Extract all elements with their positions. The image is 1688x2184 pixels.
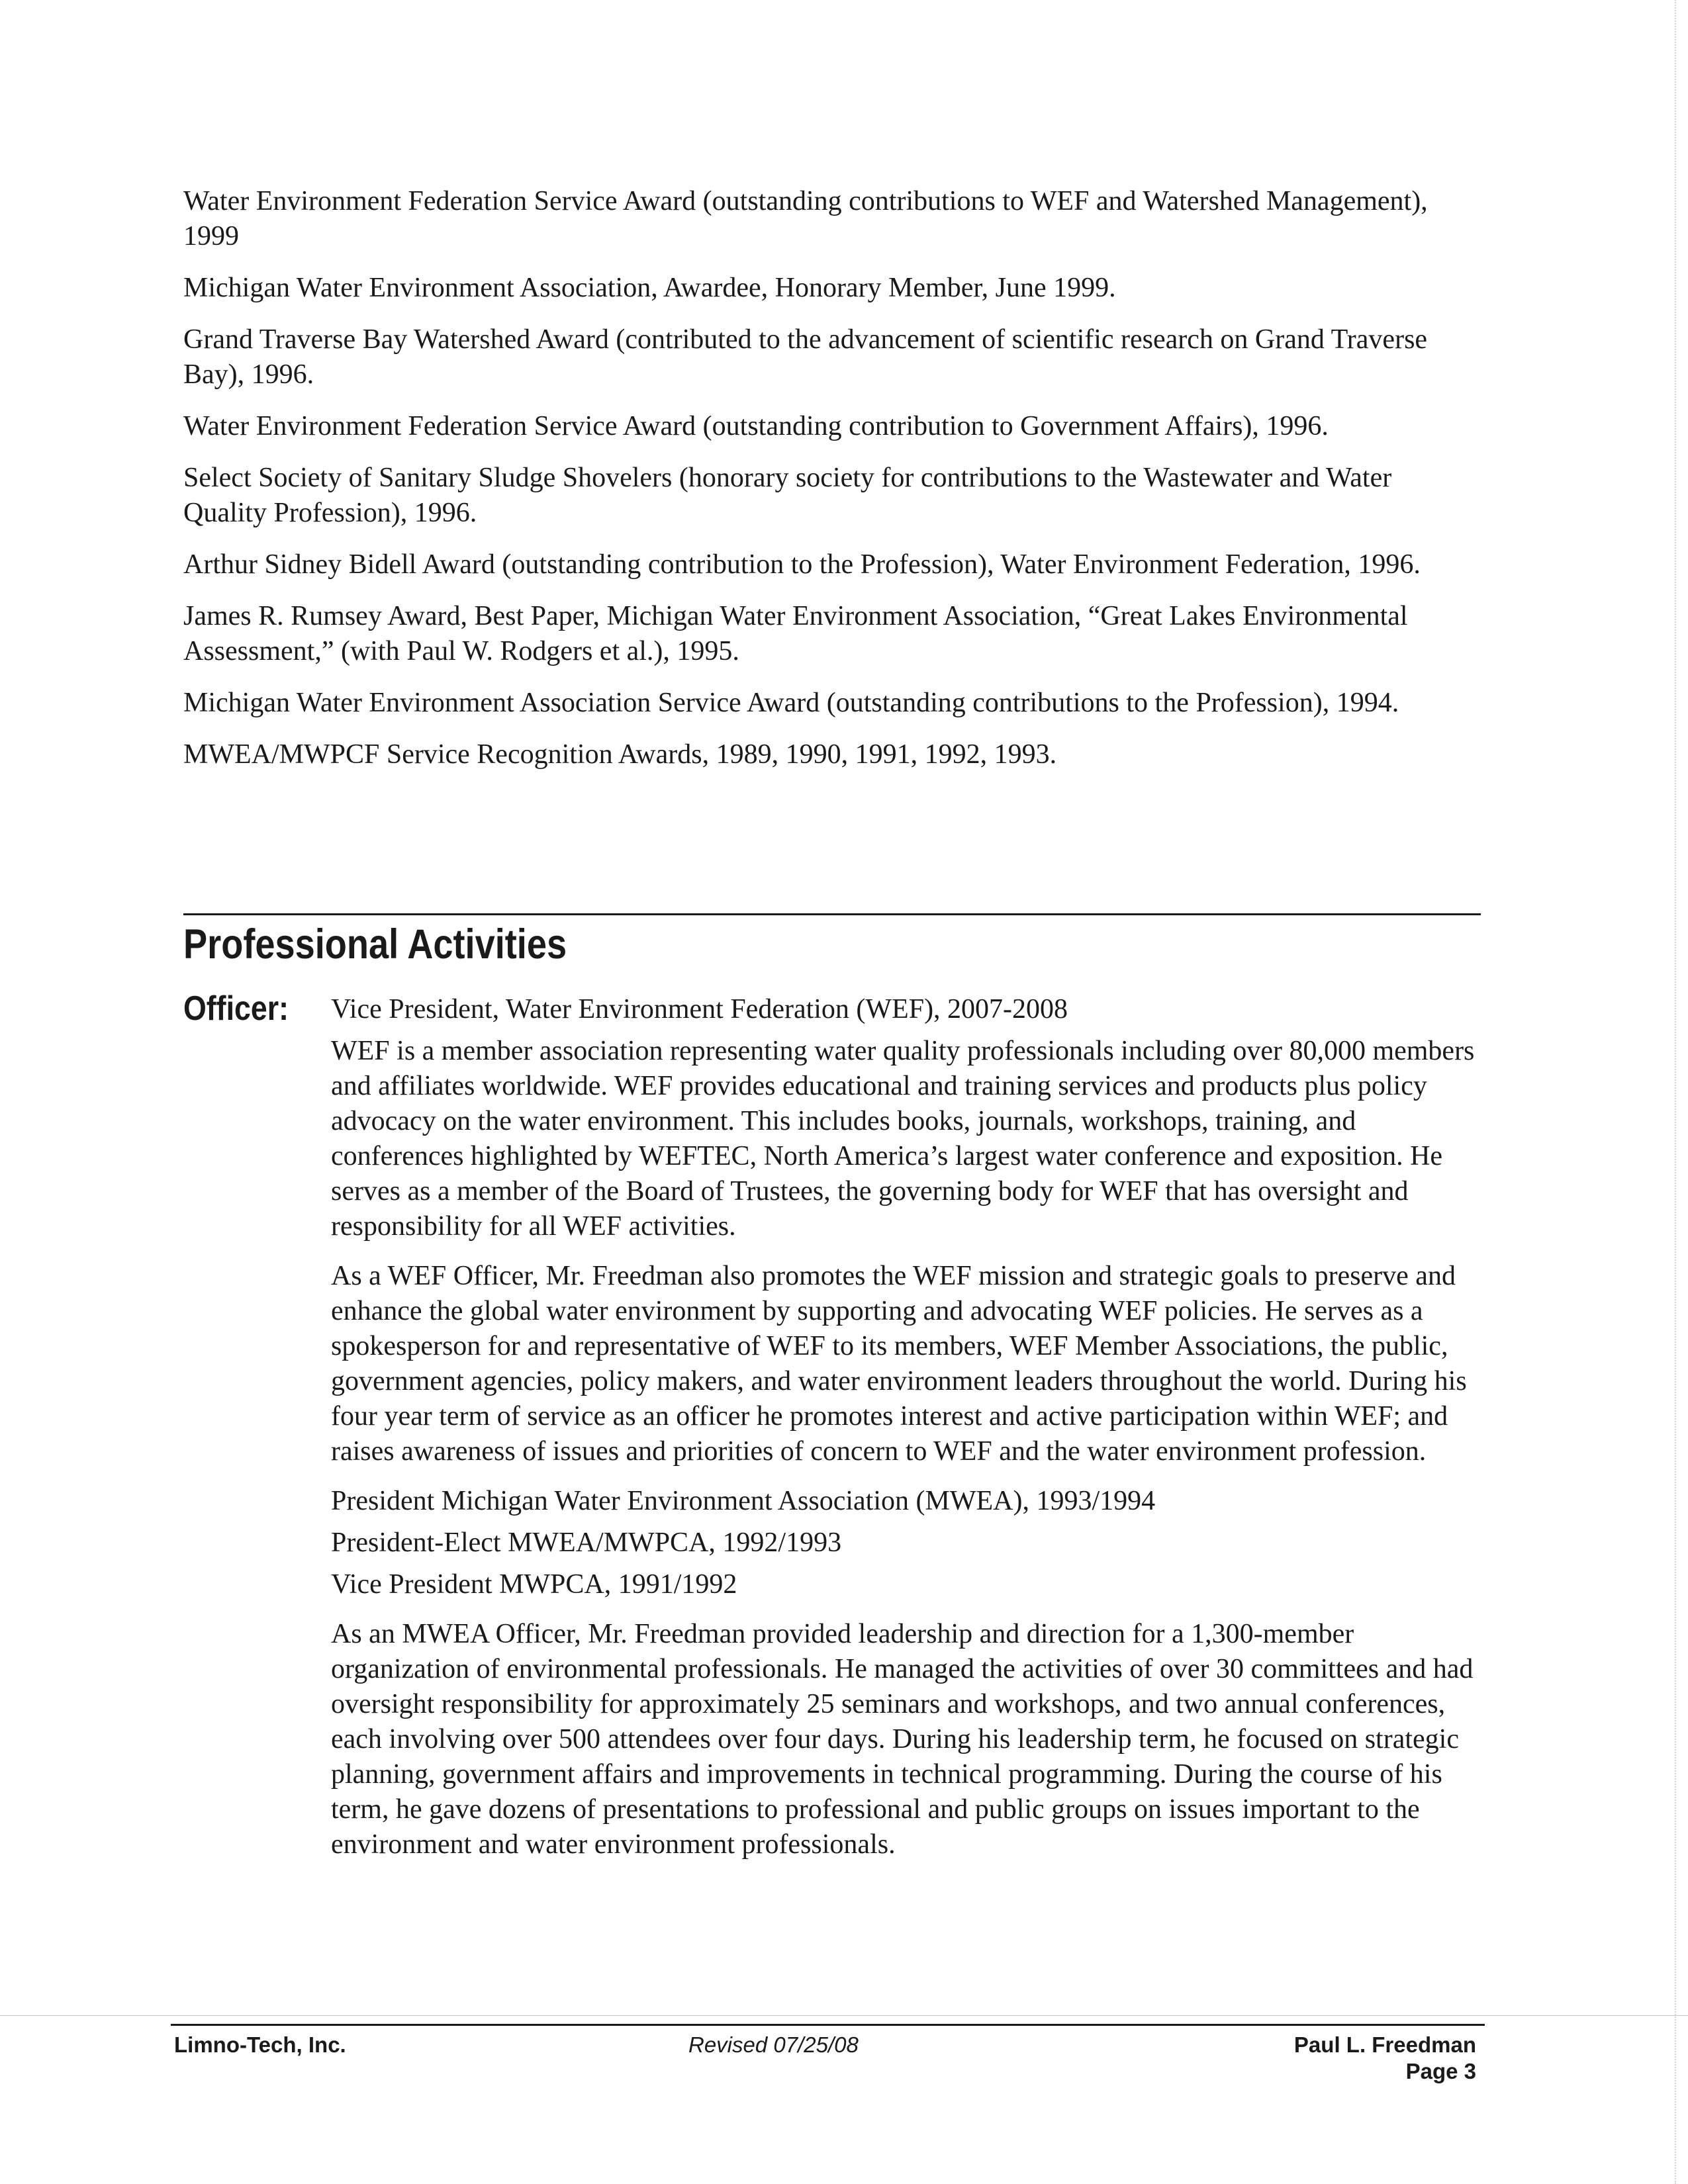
footer-page-number: Page 3 [1405,2059,1476,2083]
scan-edge-artifact [1673,0,1676,2184]
mwea-role: President-Elect MWEA/MWPCA, 1992/1993 [331,1527,842,1558]
award-item: Michigan Water Environment Association Service Award (outstanding contributions to the Profession), 1994. [183,688,1399,718]
section-title: Professional Activities [183,921,567,968]
mwea-role: President Michigan Water Environment Association (MWEA), 1993/1994 [331,1486,1156,1516]
awards-list [183,184,1481,789]
wef-description: WEF is a member association representing water quality professionals including over 80,000 members and affiliates worldwide. WEF provides educational and training services and products plus policy advocacy on the water environment. This includes books, journals, workshops, training, and conferences highlighted by WEFTEC, North America’s largest water conference and exposition. He serves as a member of the Board of Trustees, the governing body for WEF that has oversight and responsibility for all WEF activities. [331,1036,1475,1242]
footer-company: Limno-Tech, Inc. [174,2032,346,2057]
mwea-role: Vice President MWPCA, 1991/1992 [331,1569,737,1600]
award-item: Water Environment Federation Service Award (outstanding contribution to Government Affairs), 1996. [183,411,1329,441]
award-item: Michigan Water Environment Association, Awardee, Honorary Member, June 1999. [183,273,1116,303]
award-item: Arthur Sidney Bidell Award (outstanding contribution to the Profession), Water Environment Federation, 1996. [183,549,1421,580]
footer-scan-line [0,2015,1688,2016]
footer-divider [171,2024,1485,2026]
footer-author: Paul L. Freedman [1293,2032,1476,2057]
role-label: Officer: [183,989,289,1028]
activities-block [331,992,1483,1877]
section-divider [183,913,1481,915]
award-item: MWEA/MWPCF Service Recognition Awards, 1989, 1990, 1991, 1992, 1993. [183,739,1057,770]
wef-officer-description: As a WEF Officer, Mr. Freedman also promotes the WEF mission and strategic goals to preserve and enhance the global water environment by supporting and advocating WEF policies. He serves as a spokesperson for and representative of WEF to its members, WEF Member Associations, the public, government agencies, policy makers, and water environment leaders throughout the world. During his four year term of service as an officer he promotes interest and active participation within WEF; and raises awareness of issues and priorities of concern to WEF and the water environment profession. [331,1261,1467,1467]
award-item: Grand Traverse Bay Watershed Award (contributed to the advancement of scientific research on Grand Traverse Bay), 1996. [183,324,1428,390]
award-item: Select Society of Sanitary Sludge Shovelers (honorary society for contributions to the Wastewater and Water Quality Profession), 1996. [183,463,1392,528]
wef-role-title: Vice President, Water Environment Federation (WEF), 2007-2008 [331,994,1068,1024]
award-item: Water Environment Federation Service Award (outstanding contributions to WEF and Watershed Management), 1999 [183,186,1428,251]
mwea-description: As an MWEA Officer, Mr. Freedman provided leadership and direction for a 1,300-member organization of environmental professionals. He managed the activities of over 30 committees and had oversight responsibility for approximately 25 seminars and workshops, and two annual conferences, each involving over 500 attendees over four days. During his leadership term, he focused on strategic planning, government affairs and improvements in technical programming. During the course of his term, he gave dozens of presentations to professional and public groups on issues important to the environment and water environment professionals. [331,1619,1474,1860]
award-item: James R. Rumsey Award, Best Paper, Michigan Water Environment Association, “Great Lakes Environmental Assessment,” (with Paul W. Rodgers et al.), 1995. [183,601,1408,666]
footer-revised-date: Revised 07/25/08 [688,2032,859,2057]
footer-author-block [1294,2032,1476,2085]
